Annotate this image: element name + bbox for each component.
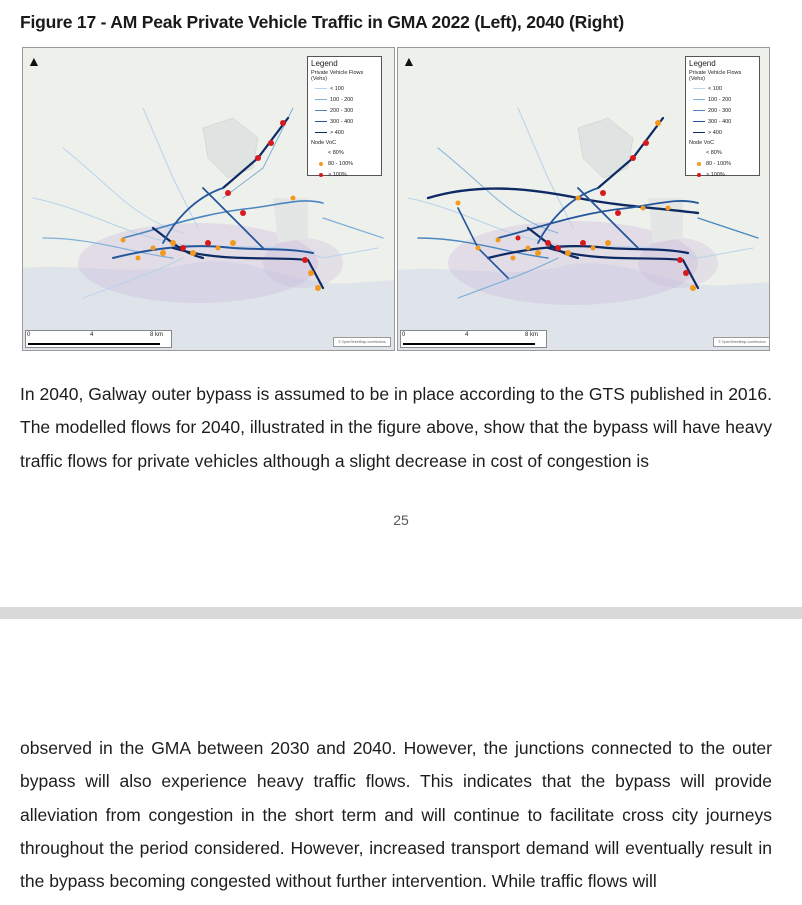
legend-node-item: > 100% [689, 169, 756, 180]
legend-flow-item: 100 - 200 [689, 94, 756, 105]
page-separator [0, 607, 802, 619]
body-paragraph-1: In 2040, Galway outer bypass is assumed to be in place according to the GTS published in 2016. The modelled flows for 2040, illustrated in the figure above, show that the bypass will have heavy traffic flows for private vehicles although a slight decrease in cost of congestion is [20, 384, 772, 471]
legend-flow-item: < 100 [689, 83, 756, 94]
page-number: 25 [393, 512, 409, 528]
body-paragraph-2: observed in the GMA between 2030 and 2040. However, the junctions connected to the outer bypass will also experience heavy traffic flows. This indicates that the bypass will provide alleviation from congestion in the short term and will continue to facilitate cross city journeys throughout the period considered. However, increased transport demand will eventually result in the bypass becoming congested without further intervention. While traffic flows will [20, 738, 772, 892]
legend-node-item: > 100% [311, 169, 378, 180]
legend-flows-title: Private Vehicle Flows (Vehs) [689, 70, 742, 82]
scale-label-zero: 0 [402, 332, 406, 338]
map-attribution: © OpenStreetMap contributors [333, 337, 391, 347]
scale-bar [400, 330, 547, 348]
map-legend [685, 56, 760, 176]
map-legend [307, 56, 382, 176]
legend-flows-title: Private Vehicle Flows (Vehs) [311, 70, 364, 82]
legend-flow-item: > 400 [311, 127, 378, 138]
scale-label-mid: 4 [465, 332, 469, 338]
legend-flow-item: 200 - 300 [689, 105, 756, 116]
north-arrow-icon: ▲ [402, 53, 416, 69]
legend-flow-item: 200 - 300 [311, 105, 378, 116]
legend-flow-item: 300 - 400 [689, 116, 756, 127]
legend-title: Legend [689, 59, 716, 68]
scale-label-mid: 4 [90, 332, 94, 338]
north-arrow-icon: ▲ [27, 53, 41, 69]
legend-flow-item: 100 - 200 [311, 94, 378, 105]
scale-label-end: 8 km [525, 332, 539, 338]
legend-flow-item: > 400 [689, 127, 756, 138]
legend-node-item: 80 - 100% [689, 158, 756, 169]
scale-label-end: 8 km [150, 332, 164, 338]
legend-title: Legend [311, 59, 338, 68]
legend-node-title: Node VoC [311, 140, 337, 146]
scale-label-zero: 0 [27, 332, 31, 338]
map-attribution: © OpenStreetMap contributors [713, 337, 770, 347]
legend-flow-item: < 100 [311, 83, 378, 94]
figure-title: Figure 17 - AM Peak Private Vehicle Traffic in GMA 2022 (Left), 2040 (Right) [20, 12, 624, 32]
legend-flow-item: 300 - 400 [311, 116, 378, 127]
legend-node-item: 80 - 100% [311, 158, 378, 169]
traffic-map-2022 [22, 47, 395, 351]
scale-bar [25, 330, 172, 348]
traffic-map-2040 [397, 47, 770, 351]
legend-node-item: < 80% [689, 147, 756, 158]
legend-node-title: Node VoC [689, 140, 715, 146]
legend-node-item: < 80% [311, 147, 378, 158]
